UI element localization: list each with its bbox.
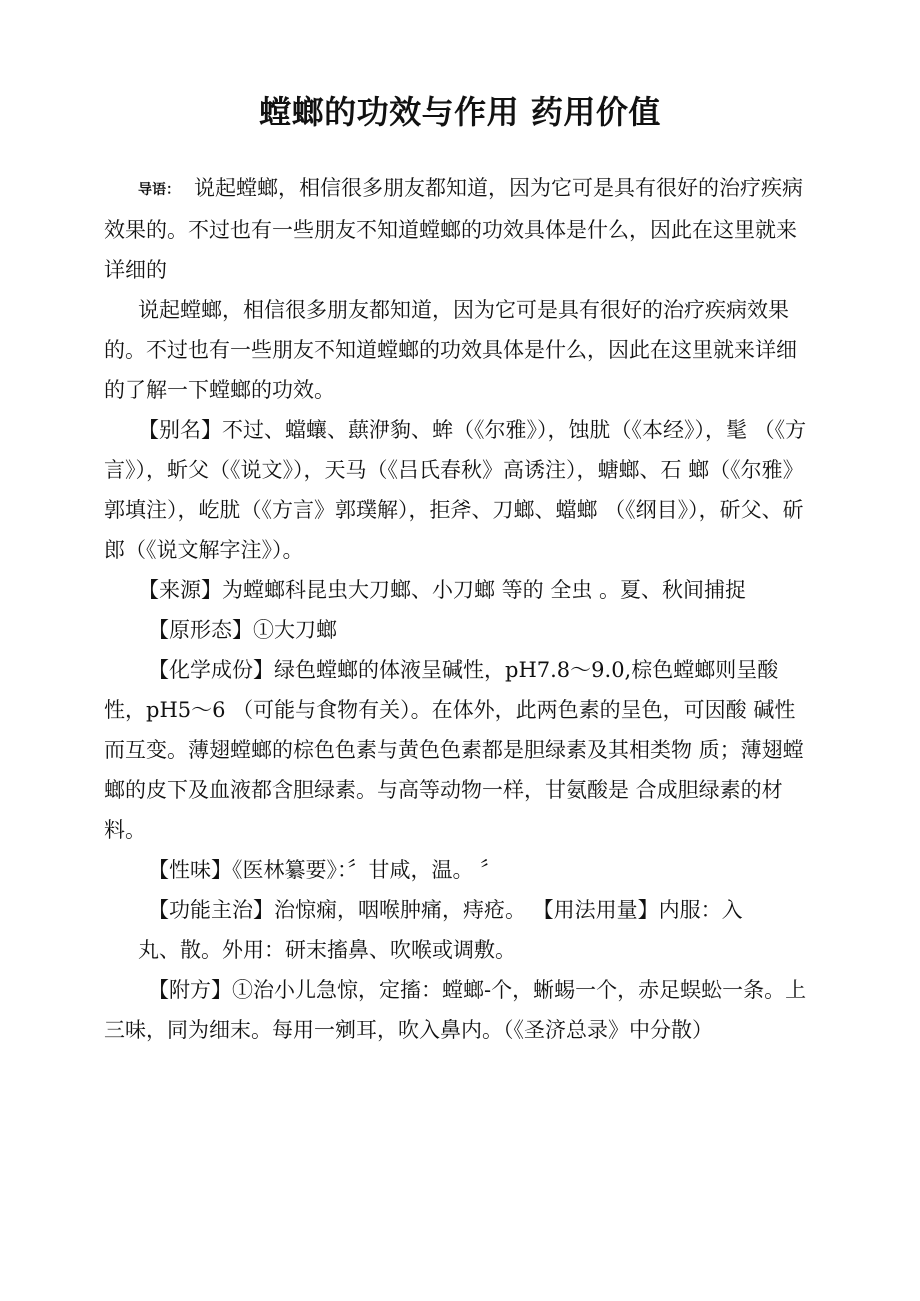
lead-paragraph <box>104 168 816 290</box>
source-paragraph: 【来源】为螳螂科昆虫大刀螂、小刀螂 等的 全虫 。夏、秋间捕捉 <box>138 578 747 602</box>
lead-text: 说起螳螂，相信很多朋友都知道，因为它可是具有很好的治疗疾病效果的。不过也有一些朋友不知道螳螂的功效具体是什么，因此在这里就来详细的 <box>104 176 803 282</box>
function-paragraph: 【功能主治】治惊痫，咽喉肿痛，痔疮。 【用法用量】内服：入 <box>148 898 743 922</box>
chemistry-paragraph: 【化学成份】绿色螳螂的体液呈碱性，pH7.8〜9.0,棕色螳螂则呈酸性，pH5〜6 （可能与食物有关）。在体外，此两色素的呈色，可因酸 碱性而互变。薄翅螳螂的棕色色素与黄色色素都是胆绿素及其相类物 质；薄翅螳螂的皮下及血液都含胆绿素。与高等动物一样，甘氨酸是 合成胆绿素的材料。 <box>104 658 804 842</box>
form-paragraph: 【原形态】①大刀螂 <box>148 618 337 642</box>
intro-paragraph: 说起螳螂，相信很多朋友都知道，因为它可是具有很好的治疗疾病效果的。不过也有一些朋友不知道螳螂的功效具体是什么，因此在这里就来详细的了解一下螳螂的功效。 <box>104 298 797 402</box>
page-title: 螳螂的功效与作用 药用价值 <box>259 93 661 131</box>
usage-paragraph: 丸、散。外用：研末搐鼻、吹喉或调敷。 <box>138 938 516 962</box>
taste-paragraph: 【性味】《医林纂要》：〞甘咸，温。 〞 <box>148 858 502 882</box>
prescription-paragraph: 【附方】①治小儿急惊，定搐：螳螂-个，蜥蜴一个，赤足蜈蚣一条。上三味，同为细末。每用一剜耳，吹入鼻内。（《圣济总录》中分散） <box>104 978 807 1042</box>
lead-label: 导语： <box>138 182 180 198</box>
document-body <box>104 168 816 1050</box>
alias-paragraph: 【别名】不过、蟷蠰、蕻洢豿、蛑（《尔雅》），蚀肬（《本经》），髦 （《方言》），蚚父（《说文》），天马（《吕氏春秋》高诱注），螗螂、石 螂（《尔雅》郭填注），屹肬（《方言》郭璞解），拒斧、刀螂、蟷螂 （《纲目》），斫父、斫郎（《说文解字注》）。 <box>104 418 807 562</box>
